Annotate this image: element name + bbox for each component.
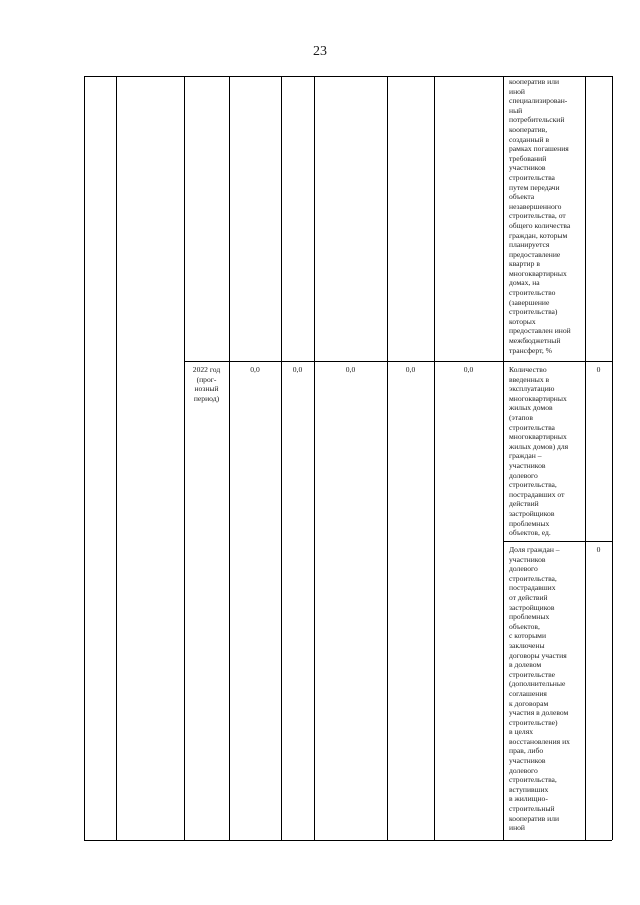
amount-cell: 0,0 <box>405 365 416 374</box>
column-divider <box>281 76 282 840</box>
column-divider <box>314 76 315 840</box>
data-table <box>84 76 612 840</box>
amount-cell: 0,0 <box>250 365 260 374</box>
row-divider <box>184 361 612 362</box>
column-divider <box>503 76 504 840</box>
column-divider <box>184 76 185 840</box>
row-divider <box>503 541 612 542</box>
column-divider <box>116 76 117 840</box>
amount-cell: 0,0 <box>463 365 474 374</box>
column-divider <box>229 76 230 840</box>
table-border-left <box>84 76 85 840</box>
table-border-right <box>612 76 613 840</box>
indicator-value: 0 <box>596 545 601 554</box>
column-divider <box>434 76 435 840</box>
amount-cell: 0,0 <box>292 365 303 374</box>
indicator-text: Количество введенных в эксплуатацию многоквартирных жилых домов (этапов строительства многоквартирных жилых домов) для граждан – участников долевого строительства, пострадавших от действий застройщиков проблемных объектов, ед. <box>509 365 569 538</box>
column-divider <box>585 76 586 840</box>
table-border-bottom <box>84 840 612 841</box>
column-divider <box>387 76 388 840</box>
amount-cell: 0,0 <box>345 365 356 374</box>
period-label: 2022 год (прог- нозный период) <box>192 365 221 403</box>
indicator-value: 0 <box>596 365 601 374</box>
indicator-text: кооператив или иной специализирован- ный потребительский кооператив, созданный в рамках погашения требований участников строительства путем передачи объекта незавершенного строительства, от общего количества граждан, которым планируется предоставление квартир в многоквартирных домах, на строительство (завершение строительства) которых предоставлен иной межбюджетный трансферт, % <box>509 77 571 355</box>
page-number: 23 <box>313 44 327 59</box>
indicator-text: Доля граждан – участников долевого строительства, пострадавших от действий застройщиков проблемных объектов, с которыми заключены договоры участия в долевом строительстве (дополнительные соглашения к договорам участия в долевом строительстве) в целях восстановления их прав, либо участников долевого строительства, вступивших в жилищно- строительный кооператив или иной <box>509 545 570 833</box>
